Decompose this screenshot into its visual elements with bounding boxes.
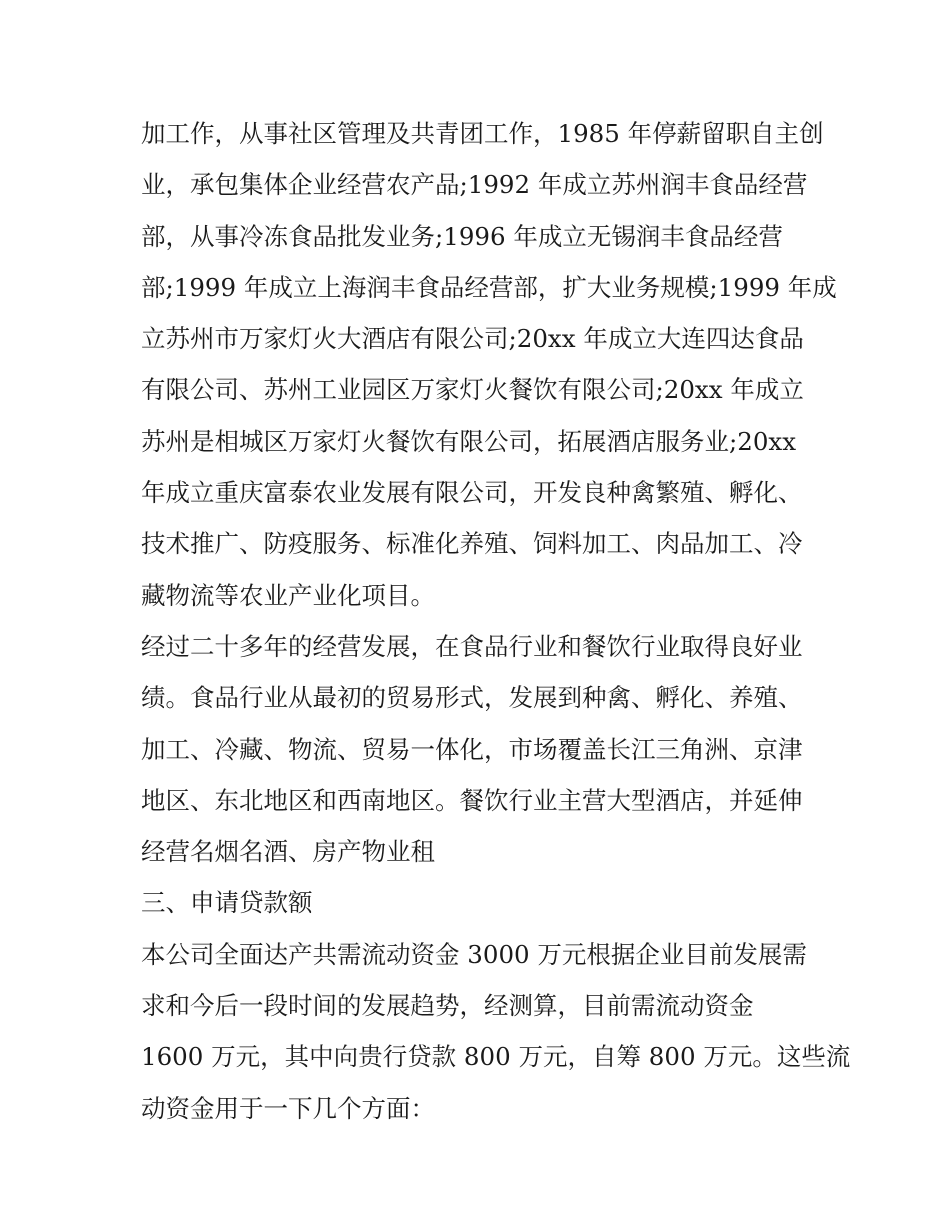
paragraph-line: 加工、冷藏、物流、贸易一体化，市场覆盖长江三角洲、京津 [141, 734, 803, 764]
paragraph-line: 地区、东北地区和西南地区。餐饮行业主营大型酒店，并延伸 [141, 785, 803, 815]
section-heading: 三、申请贷款额 [141, 888, 313, 918]
paragraph-line: 绩。食品行业从最初的贸易形式，发展到种禽、孵化、养殖、 [141, 683, 803, 713]
document-body [141, 108, 851, 1134]
paragraph-line: 业，承包集体企业经营农产品;1992 年成立苏州润丰食品经营 [141, 170, 808, 200]
paragraph-line: 经营名烟名酒、房产物业租 [141, 837, 435, 867]
paragraph-line: 立苏州市万家灯火大酒店有限公司;20xx 年成立大连四达食品 [141, 324, 804, 354]
paragraph-line: 藏物流等农业产业化项目。 [141, 580, 435, 610]
paragraph-line: 加工作，从事社区管理及共青团工作，1985 年停薪留职自主创 [141, 119, 824, 148]
paragraph-line: 苏州是相城区万家灯火餐饮有限公司，拓展酒店服务业;20xx [141, 426, 797, 456]
paragraph-line: 求和今后一段时间的发展趋势，经测算，目前需流动资金 [141, 991, 754, 1021]
paragraph-line: 本公司全面达产共需流动资金 3000 万元根据企业目前发展需 [141, 939, 807, 969]
paragraph-line: 动资金用于一下几个方面： [141, 1093, 435, 1123]
paragraph-line: 部，从事冷冻食品批发业务;1996 年成立无锡润丰食品经营 [141, 221, 783, 251]
paragraph-line: 部;1999 年成立上海润丰食品经营部，扩大业务规模;1999 年成 [141, 272, 837, 302]
paragraph-line: 技术推广、防疫服务、标准化养殖、饲料加工、肉品加工、冷 [141, 529, 803, 559]
paragraph-line: 经过二十多年的经营发展，在食品行业和餐饮行业取得良好业 [141, 631, 803, 661]
paragraph-line: 1600 万元，其中向贵行贷款 800 万元，自筹 800 万元。这些流 [141, 1042, 851, 1072]
paragraph-line: 有限公司、苏州工业园区万家灯火餐饮有限公司;20xx 年成立 [141, 375, 804, 405]
paragraph-line: 年成立重庆富泰农业发展有限公司，开发良种禽繁殖、孵化、 [141, 478, 803, 508]
